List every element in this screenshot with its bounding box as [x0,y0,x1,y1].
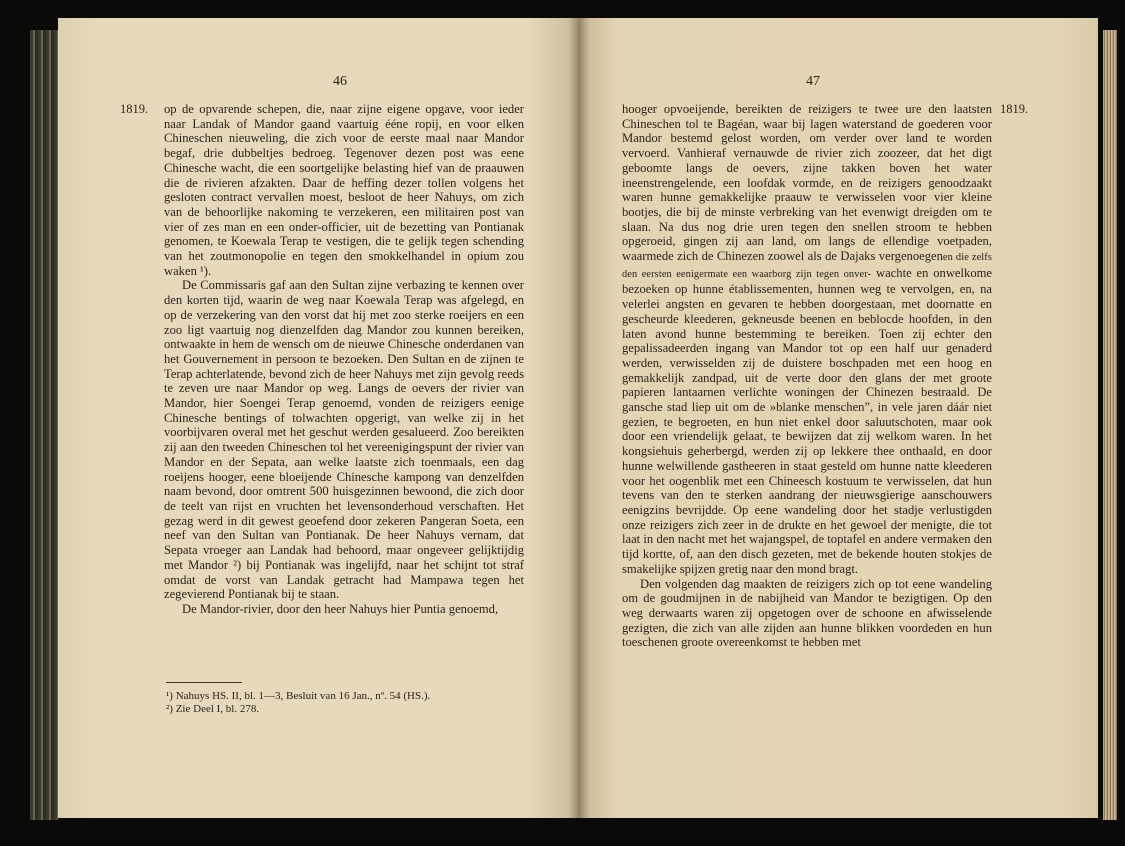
left-paragraph: De Mandor-rivier, door den heer Nahuys hier Puntia genoemd, [182,601,499,616]
left-paragraph: De Commissaris gaf aan den Sultan zijne verbazing te kennen over den korten tijd, waarin de weg naar Koewala Terap was afgelegd, en op de verzekering van den vorst dat hij met zoo sterke roeijers en een zoo ligt vaartuig nog dienzelfden dag Mandor zou kunnen bereiken, ontwaakte in hem de wensch om de nieuwe Chinesche onderdanen van het Gouvernement in persoon te bezoeken. Den Sultan en de zijnen te Terap achterlatende, bevond zich de heer Nahuys met zijn gevolg reeds te zeven ure naar Mandor op weg. Langs de oevers der rivier van Mandor, hier Soengei Terap genoemd, vonden de reizigers eenige Chinesche bentings of tolwachten opgerigt, van welke zij in het voorbijvaren overal met het geschut werden gesalueerd. Zoo bereikten zij aan den tweeden Chineschen tol het vereenigingspunt der rivier van Mandor en der Sepata, aan welke laatste zich toenmaals, een dag roeijens hooger, eene bloeijende Chinesche kampong van denzelfden naam bevond, door omtrent 500 huisgezinnen bewoond, die zich door de teelt van rijst en vruchten het levensonderhoud verschaften. Het gezag werd in dit gewest geoefend door zekeren Pangeran Soeta, een neef van den Sultan van Pontianak. De heer Nahuys vernam, dat Sepata vroeger aan Landak had behoord, maar ongeveer gelijktijdig met Mandor ²) bij Pontianak was ingelijfd, naar het schijnt tot straf omdat de vorst van Landak getracht had Mampawa tegen het zegevierend Pontianak bij te staan. [164,278,524,602]
footnote: ¹) Nahuys HS. II, bl. 1—3, Besluit van 16 Jan., nº. 54 (HS.). [166,690,431,702]
left-page-number: 46 [333,74,347,89]
left-page [58,18,578,818]
right-page-number: 47 [806,74,820,89]
right-paragraph-small-line: en die zelfs den eersten eenigermate een waarborg zijn tegen onver- [622,252,992,280]
book-cover-edge [30,30,58,820]
left-paragraph: op de opvarende schepen, die, naar zijne eigene opgave, voor ieder naar Landak of Mandor gaand vaartuig ééne ropij, en voor elken Chineschen nieuweling, die zich voor de eerste maal naar Mandor begaf, drie dubbeltjes bedroeg. Tegenover dezen post was eene Chinesche wacht, die een soortgelijke belasting hief van de praauwen die de rivieren afzakten. Daar de heffing dezer tollen volgens het gesloten contract vervallen moest, besloot de heer Nahuys, om zich van de behoorlijke nakoming te verzekeren, een militairen post van vier of zes man en een onder-officier, uit de bezetting van Pontianak genomen, te Koewala Terap te vestigen, die te gelijk tegen schending van het zoutmonopolie en tegen den smokkelhandel in opium zou waken ¹). [164,102,524,278]
left-year-margin: 1819. [120,102,149,116]
right-page-text [622,102,992,650]
right-paragraph-part: wachte en onwelkome bezoeken op hunne établissementen, hunnen weg te vervolgen, en, na velerlei angsten en gevaren te hebben doorgestaan, met doornatte en gescheurde kleederen, gekneusde beenen en beblocde hoofden, in den laten avond hunne bestemming te bereiken. Toen zij echter den gepalissadeerden ingang van Mandor tot op een half uur genaderd werden, verwisselden zij de duistere boschpaden met een hoog en gemakkelijk zandpad, uit de verte door den glans der met groote papieren lantaarnen verlichte woningen der Chinezen bestraald. De gansche stad liep uit om de »blanke menschen”, in vele jaren dáár niet gezien, te begroeten, en hun niet enkel door saluutschoten, maar ook door een vriendelijk gelaat, te bewijzen dat zij welkom waren. In het kongsiehuis geherbergd, werden zij op lekkere thee onthaald, en door hunne welwillende gastheeren in staat gesteld om hunne natte kleederen voor het oogenblik met een Chineesch kostuum te verwisselen, dat hun tevens van den te sterken aandrang der nieuwsgierige aanschouwers eenigzins bevrijdde. Op eene wandeling door het stadje verlustigden onze reizigers zich zeer in de drukte en het gewoel der menigte, die tot laat in den nacht met het wajangspel, de toptafel en andere vermaken den tijd kortte, of, aan den disch gezeten, met de bekende houten stokjes de smakelijke spijzen gretig naar den mond bragt. [622,265,992,576]
right-page [578,18,1098,818]
left-page-text [164,102,524,617]
page-stack-edge [1103,30,1117,820]
right-paragraph: Den volgenden dag maakten de reizigers zich op tot eene wandeling om de goudmijnen in de nabijheid van Mandor te bezigtigen. Op den weg derwaarts waren zij opgetogen over de schoone en afwisselende gezigten, die zich van alle zijden aan hunne blikken voordeden en hun toeschenen groote overeenkomst te hebben met [622,576,992,650]
right-year-margin: 1819. [1000,102,1029,116]
footnotes [166,690,526,715]
right-paragraph [622,102,992,577]
right-paragraph-part: hooger opvoeijende, bereikten de reizigers te twee ure den laatsten Chineschen tol te Bagéan, waar bij lagen waterstand de goederen voor Mandor bestemd gelost worden, om verder over land te worden vervoerd. Vanhieraf vernauwde de rivier zich zoozeer, dat het digt geboomte langs de oevers, zijne takken boven het water ineenstrengelende, een loofdak vormde, en de reizigers genoodzaakt waren hunne gemakkelijke praauw te verwisselen voor vier kleine bootjes, die bij de minste verbreking van het evenwigt dreigden om te slaan. Na dus nog drie uren tegen den snellen stroom te hebben opgeroeid, gingen zij aan land, om langs de ellendige voetpaden, waarmede zich de Chinezen zoowel als de Dajaks vergenoegen [622,102,992,264]
footnote-rule [166,682,242,683]
footnote: ²) Zie Deel I, bl. 278. [166,702,260,715]
